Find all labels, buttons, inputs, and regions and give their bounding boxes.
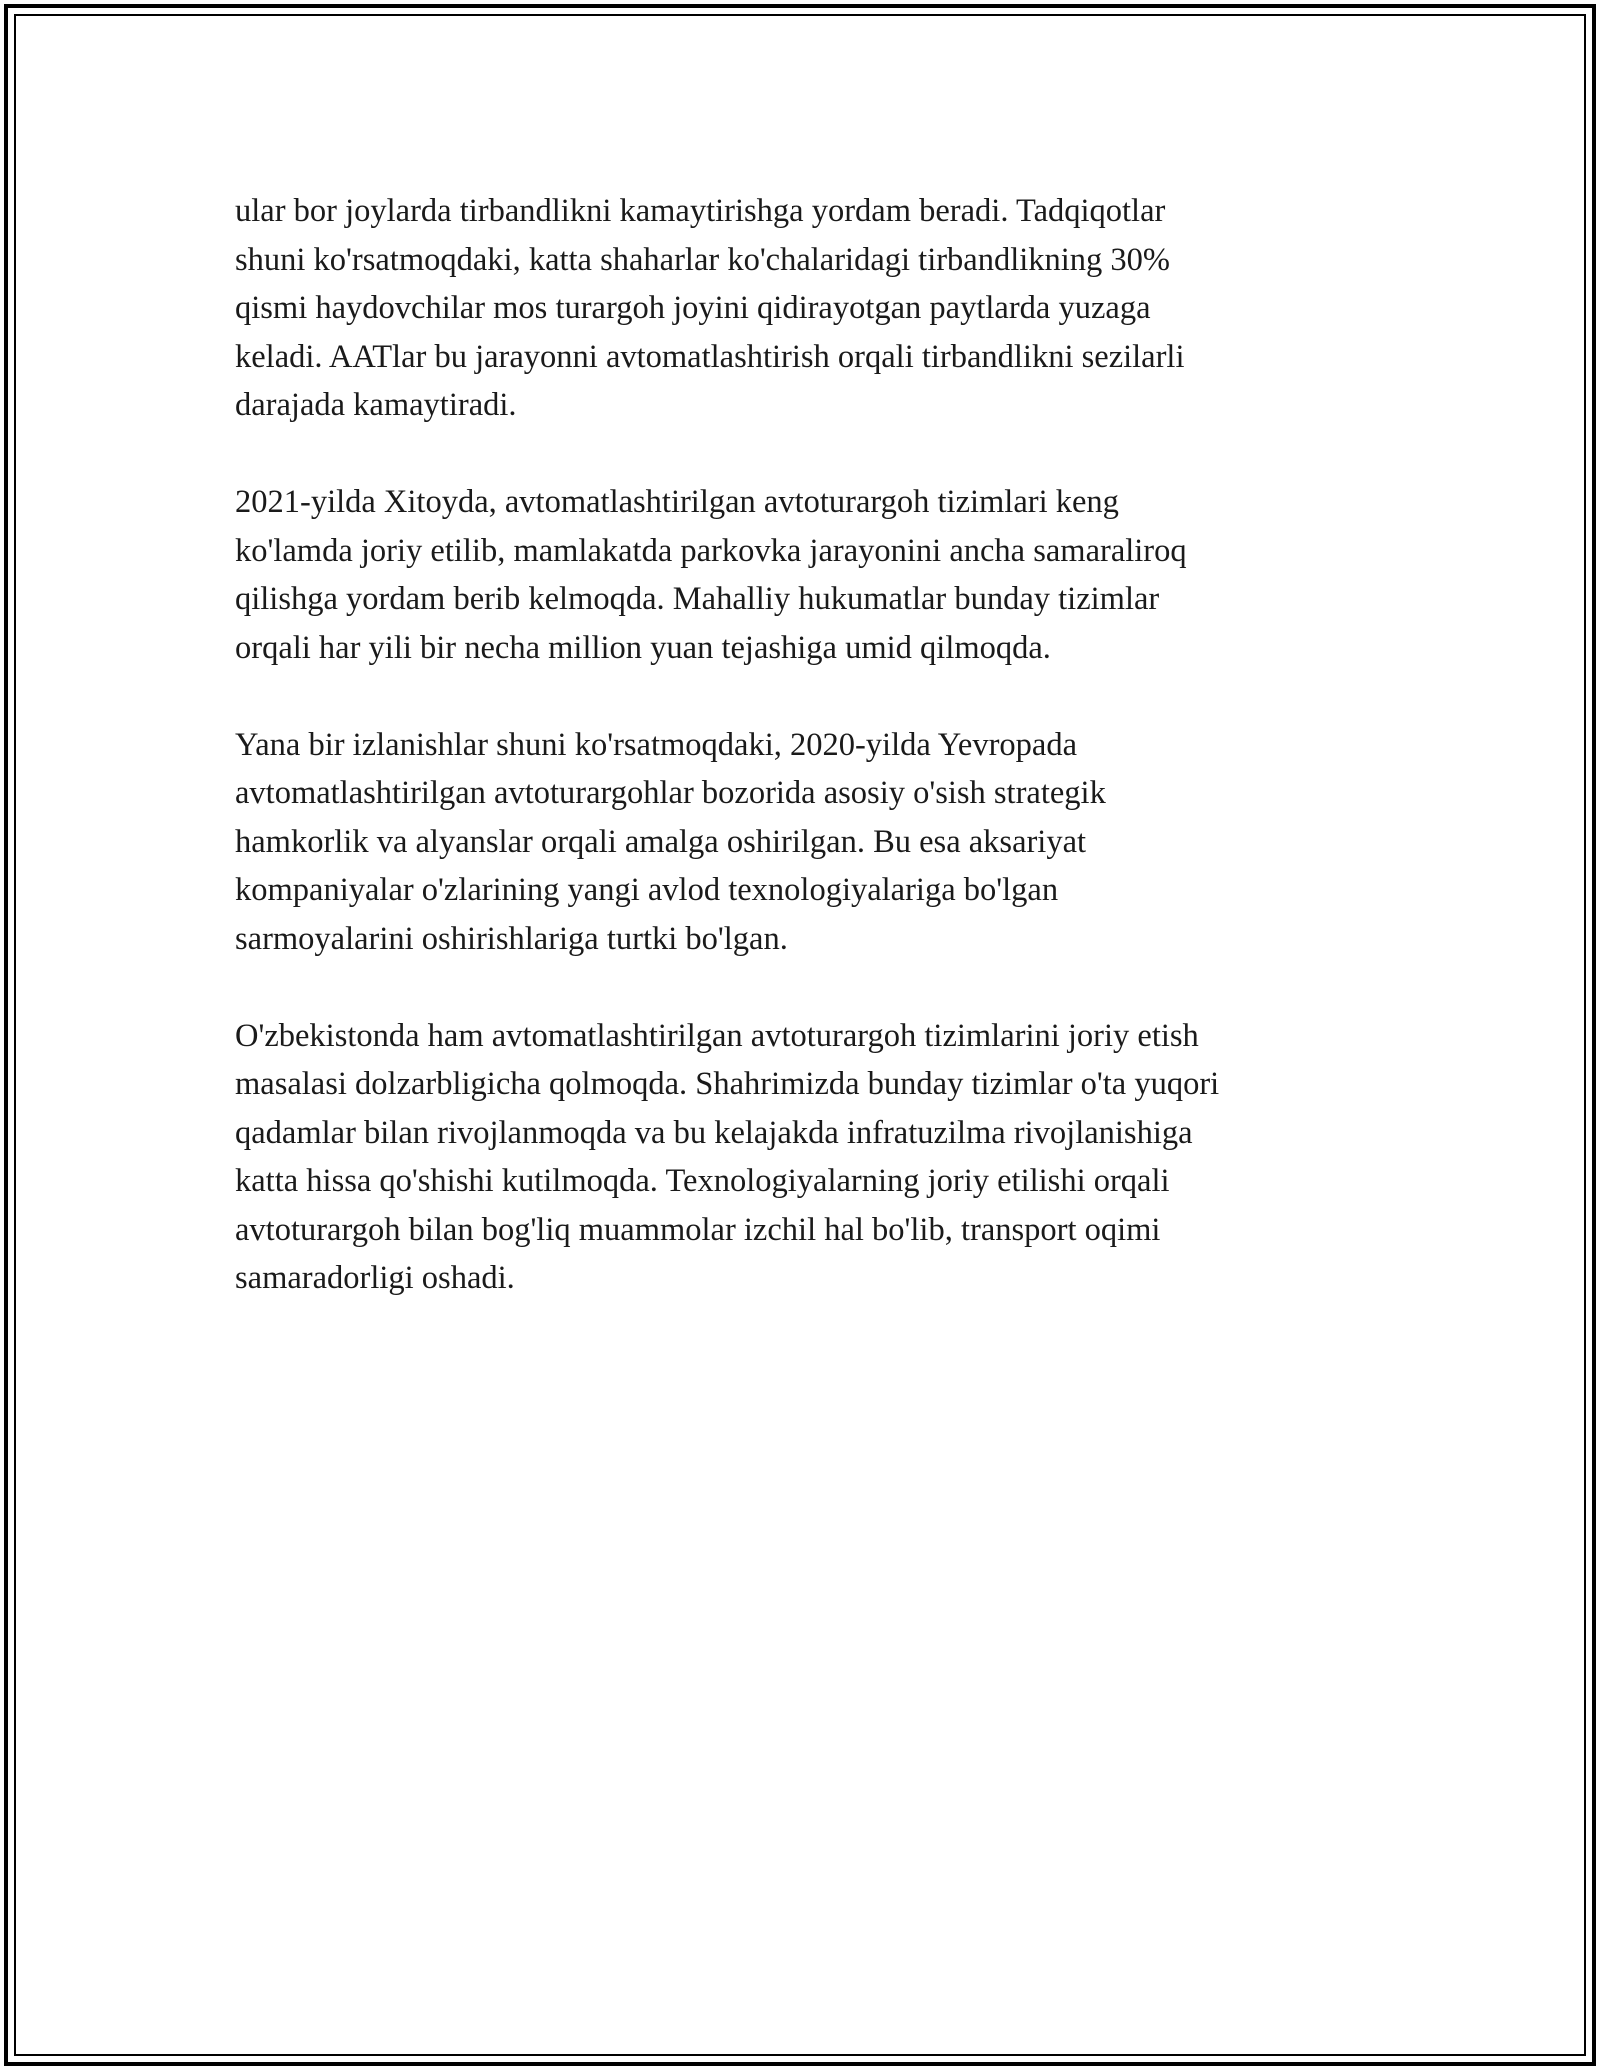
paragraph-china-2021: 2021-yilda Xitoyda, avtomatlashtirilgan avtoturargoh tizimlari keng ko'lamda joriy etilib, mamlakatda parkovka jarayonini ancha samaraliroq qilishga yordam berib kelmoqda. Mahalliy hukumatlar bunday tizimlar orqali har yili bir necha million yuan tejashiga umid qilmoqda. <box>235 484 1187 666</box>
paragraph-parking-congestion: ular bor joylarda tirbandlikni kamaytirishga yordam beradi. Tadqiqotlar shuni ko'rsatmoqdaki, katta shaharlar ko'chalaridagi tirbandlikning 30% qismi haydovchilar mos turargoh joyini qidirayotgan paytlarda yuzaga keladi. AATlar bu jarayonni avtomatlashtirish orqali tirbandlikni sezilarli darajada kamaytiradi. <box>235 193 1185 423</box>
paragraph-europe-2020: Yana bir izlanishlar shuni ko'rsatmoqdaki, 2020-yilda Yevropada avtomatlashtirilgan avtoturargohlar bozorida asosiy o'sish strategik hamkorlik va alyanslar orqali amalga oshirilgan. Bu esa aksariyat kompaniyalar o'zlarining yangi avlod texnologiyalariga bo'lgan sarmoyalarini oshirishlariga turtki bo'lgan. <box>235 726 1106 957</box>
paragraph-uzbekistan: O'zbekistonda ham avtomatlashtirilgan avtoturargoh tizimlarini joriy etish masalasi dolzarbligicha qolmoqda. Shahrimizda bunday tizimlar o'ta yuqori qadamlar bilan rivojlanmoqda va bu kelajakda infratuzilma rivojlanishiga katta hissa qo'shishi kutilmoqda. Texnologiyalarning joriy etilishi orqali avtoturargoh bilan bog'liq muammolar izchil hal bo'lib, transport oqimi samaradorligi oshadi. <box>235 1017 1220 1296</box>
document-body <box>235 187 1365 1351</box>
